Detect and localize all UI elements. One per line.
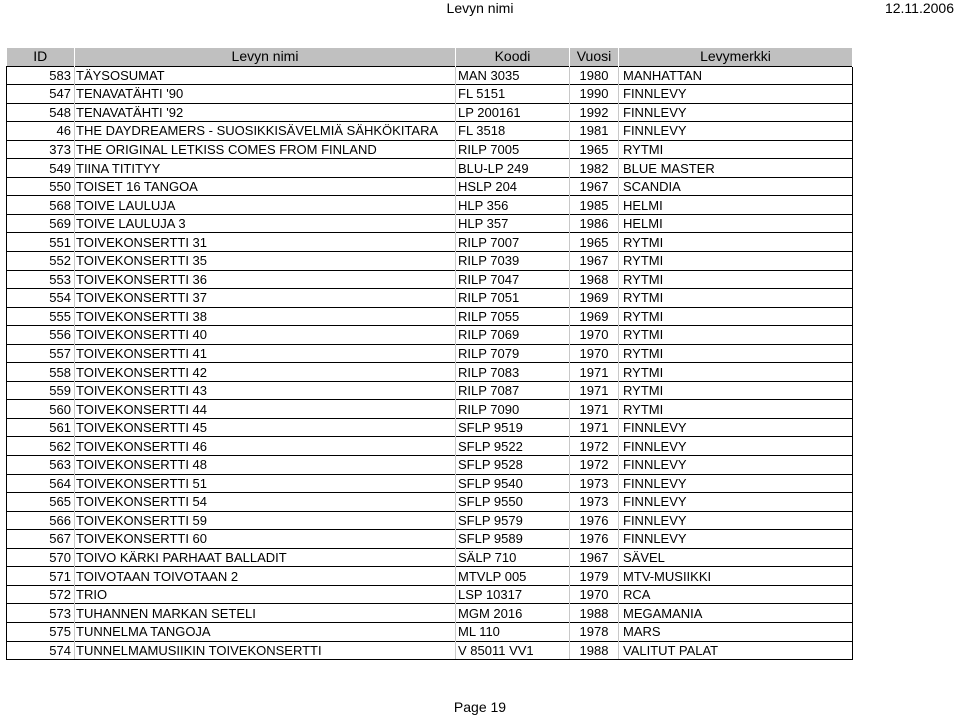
cell-year: 1982 — [570, 159, 619, 178]
cell-label: RYTMI — [619, 252, 853, 271]
cell-code: MAN 3035 — [456, 66, 570, 85]
cell-id: 560 — [7, 400, 75, 419]
cell-label: FINNLEVY — [619, 511, 853, 530]
cell-id: 566 — [7, 511, 75, 530]
cell-label: FINNLEVY — [619, 493, 853, 512]
cell-year: 1972 — [570, 437, 619, 456]
cell-code: SFLP 9540 — [456, 474, 570, 493]
cell-code: MTVLP 005 — [456, 567, 570, 586]
cell-id: 563 — [7, 456, 75, 475]
cell-year: 1992 — [570, 103, 619, 122]
cell-id: 565 — [7, 493, 75, 512]
cell-label: SÄVEL — [619, 548, 853, 567]
cell-name: TUNNELMA TANGOJA — [75, 622, 456, 641]
cell-year: 1976 — [570, 530, 619, 549]
cell-code: SFLP 9519 — [456, 418, 570, 437]
cell-label: FINNLEVY — [619, 103, 853, 122]
cell-label: FINNLEVY — [619, 474, 853, 493]
cell-name: TIINA TITITYY — [75, 159, 456, 178]
cell-label: RYTMI — [619, 233, 853, 252]
cell-name: TOISET 16 TANGOA — [75, 177, 456, 196]
table-row — [7, 548, 853, 567]
cell-code: RILP 7087 — [456, 381, 570, 400]
table-row — [7, 270, 853, 289]
cell-name: TOIVEKONSERTTI 38 — [75, 307, 456, 326]
cell-name: TOIVEKONSERTTI 54 — [75, 493, 456, 512]
table-body — [7, 66, 853, 660]
cell-name: TOIVEKONSERTTI 37 — [75, 289, 456, 308]
cell-code: RILP 7039 — [456, 252, 570, 271]
cell-code: RILP 7090 — [456, 400, 570, 419]
page-title: Levyn nimi — [446, 0, 514, 16]
column-header-year: Vuosi — [570, 48, 619, 66]
table-row — [7, 326, 853, 345]
cell-year: 1979 — [570, 567, 619, 586]
cell-label: RYTMI — [619, 307, 853, 326]
cell-name: TÄYSOSUMAT — [75, 66, 456, 85]
cell-code: V 85011 VV1 — [456, 641, 570, 660]
cell-label: BLUE MASTER — [619, 159, 853, 178]
cell-year: 1971 — [570, 418, 619, 437]
cell-name: TOIVEKONSERTTI 35 — [75, 252, 456, 271]
cell-year: 1967 — [570, 548, 619, 567]
cell-code: SFLP 9550 — [456, 493, 570, 512]
cell-year: 1969 — [570, 307, 619, 326]
table-row — [7, 307, 853, 326]
cell-name: TOIVOTAAN TOIVOTAAN 2 — [75, 567, 456, 586]
cell-label: MEGAMANIA — [619, 604, 853, 623]
cell-code: FL 5151 — [456, 85, 570, 104]
column-header-id: ID — [7, 48, 75, 66]
cell-label: RYTMI — [619, 140, 853, 159]
cell-label: RYTMI — [619, 400, 853, 419]
cell-id: 574 — [7, 641, 75, 660]
cell-year: 1978 — [570, 622, 619, 641]
cell-label: RYTMI — [619, 326, 853, 345]
table-row — [7, 567, 853, 586]
table-row — [7, 493, 853, 512]
table-row — [7, 381, 853, 400]
cell-year: 1981 — [570, 122, 619, 141]
cell-code: LSP 10317 — [456, 585, 570, 604]
cell-name: TUHANNEN MARKAN SETELI — [75, 604, 456, 623]
cell-year: 1973 — [570, 474, 619, 493]
column-header-label: Levymerkki — [619, 48, 853, 66]
cell-id: 567 — [7, 530, 75, 549]
cell-id: 575 — [7, 622, 75, 641]
cell-label: SCANDIA — [619, 177, 853, 196]
cell-name: TOIVEKONSERTTI 60 — [75, 530, 456, 549]
cell-year: 1986 — [570, 214, 619, 233]
cell-code: HSLP 204 — [456, 177, 570, 196]
cell-name: TOIVEKONSERTTI 44 — [75, 400, 456, 419]
cell-name: TOIVEKONSERTTI 41 — [75, 344, 456, 363]
cell-code: SÄLP 710 — [456, 548, 570, 567]
cell-id: 46 — [7, 122, 75, 141]
cell-label: HELMI — [619, 214, 853, 233]
cell-code: RILP 7055 — [456, 307, 570, 326]
table-row — [7, 474, 853, 493]
cell-label: FINNLEVY — [619, 530, 853, 549]
cell-name: TOIVEKONSERTTI 45 — [75, 418, 456, 437]
cell-year: 1972 — [570, 456, 619, 475]
print-date: 12.11.2006 — [884, 0, 954, 16]
cell-id: 549 — [7, 159, 75, 178]
cell-name: TOIVE LAULUJA 3 — [75, 214, 456, 233]
table-row — [7, 418, 853, 437]
table-row — [7, 641, 853, 660]
cell-year: 1971 — [570, 400, 619, 419]
column-header-name: Levyn nimi — [75, 48, 456, 66]
cell-label: HELMI — [619, 196, 853, 215]
cell-year: 1976 — [570, 511, 619, 530]
cell-year: 1970 — [570, 326, 619, 345]
cell-label: MTV-MUSIIKKI — [619, 567, 853, 586]
cell-name: TOIVO KÄRKI PARHAAT BALLADIT — [75, 548, 456, 567]
cell-label: RYTMI — [619, 270, 853, 289]
cell-year: 1973 — [570, 493, 619, 512]
table-row — [7, 103, 853, 122]
table-row — [7, 604, 853, 623]
cell-code: HLP 357 — [456, 214, 570, 233]
cell-code: SFLP 9528 — [456, 456, 570, 475]
cell-label: MANHATTAN — [619, 66, 853, 85]
table-row — [7, 196, 853, 215]
cell-id: 570 — [7, 548, 75, 567]
cell-year: 1967 — [570, 252, 619, 271]
cell-code: ML 110 — [456, 622, 570, 641]
cell-year: 1971 — [570, 381, 619, 400]
cell-code: SFLP 9589 — [456, 530, 570, 549]
cell-label: FINNLEVY — [619, 456, 853, 475]
table-row — [7, 530, 853, 549]
table-row — [7, 363, 853, 382]
column-header-code: Koodi — [456, 48, 570, 66]
cell-id: 558 — [7, 363, 75, 382]
table-row — [7, 159, 853, 178]
cell-year: 1985 — [570, 196, 619, 215]
cell-code: BLU-LP 249 — [456, 159, 570, 178]
cell-year: 1969 — [570, 289, 619, 308]
table-row — [7, 140, 853, 159]
cell-name: TOIVE LAULUJA — [75, 196, 456, 215]
cell-code: RILP 7051 — [456, 289, 570, 308]
cell-year: 1970 — [570, 585, 619, 604]
table-row — [7, 511, 853, 530]
cell-year: 1970 — [570, 344, 619, 363]
cell-code: SFLP 9522 — [456, 437, 570, 456]
table-row — [7, 456, 853, 475]
cell-name: TOIVEKONSERTTI 48 — [75, 456, 456, 475]
cell-name: TOIVEKONSERTTI 36 — [75, 270, 456, 289]
cell-name: TOIVEKONSERTTI 31 — [75, 233, 456, 252]
cell-code: RILP 7083 — [456, 363, 570, 382]
table-row — [7, 85, 853, 104]
cell-id: 559 — [7, 381, 75, 400]
table-row — [7, 252, 853, 271]
cell-id: 552 — [7, 252, 75, 271]
cell-code: RILP 7047 — [456, 270, 570, 289]
cell-code: RILP 7079 — [456, 344, 570, 363]
cell-id: 571 — [7, 567, 75, 586]
cell-name: TOIVEKONSERTTI 59 — [75, 511, 456, 530]
cell-year: 1980 — [570, 66, 619, 85]
cell-label: MARS — [619, 622, 853, 641]
cell-id: 554 — [7, 289, 75, 308]
cell-label: RYTMI — [619, 381, 853, 400]
cell-name: THE ORIGINAL LETKISS COMES FROM FINLAND — [75, 140, 456, 159]
cell-id: 556 — [7, 326, 75, 345]
cell-id: 583 — [7, 66, 75, 85]
cell-name: TOIVEKONSERTTI 46 — [75, 437, 456, 456]
table-row — [7, 289, 853, 308]
cell-id: 568 — [7, 196, 75, 215]
cell-id: 373 — [7, 140, 75, 159]
cell-label: RYTMI — [619, 289, 853, 308]
cell-label: RYTMI — [619, 363, 853, 382]
cell-id: 562 — [7, 437, 75, 456]
cell-code: FL 3518 — [456, 122, 570, 141]
table-row — [7, 66, 853, 85]
cell-name: TRIO — [75, 585, 456, 604]
table-row — [7, 233, 853, 252]
cell-year: 1990 — [570, 85, 619, 104]
cell-year: 1968 — [570, 270, 619, 289]
table-row — [7, 214, 853, 233]
table-row — [7, 122, 853, 141]
cell-name: TOIVEKONSERTTI 43 — [75, 381, 456, 400]
cell-name: TENAVATÄHTI '92 — [75, 103, 456, 122]
cell-id: 547 — [7, 85, 75, 104]
page-number: Page 19 — [453, 699, 507, 715]
cell-name: TOIVEKONSERTTI 51 — [75, 474, 456, 493]
cell-id: 553 — [7, 270, 75, 289]
cell-name: TUNNELMAMUSIIKIN TOIVEKONSERTTI — [75, 641, 456, 660]
table-row — [7, 437, 853, 456]
cell-year: 1965 — [570, 140, 619, 159]
table-row — [7, 622, 853, 641]
cell-label: VALITUT PALAT — [619, 641, 853, 660]
cell-id: 548 — [7, 103, 75, 122]
table-row — [7, 177, 853, 196]
cell-code: MGM 2016 — [456, 604, 570, 623]
cell-year: 1988 — [570, 641, 619, 660]
cell-label: FINNLEVY — [619, 437, 853, 456]
cell-label: RYTMI — [619, 344, 853, 363]
cell-id: 572 — [7, 585, 75, 604]
cell-year: 1965 — [570, 233, 619, 252]
cell-code: LP 200161 — [456, 103, 570, 122]
cell-id: 555 — [7, 307, 75, 326]
cell-id: 550 — [7, 177, 75, 196]
cell-id: 564 — [7, 474, 75, 493]
cell-id: 573 — [7, 604, 75, 623]
cell-name: TOIVEKONSERTTI 42 — [75, 363, 456, 382]
cell-year: 1967 — [570, 177, 619, 196]
cell-label: RCA — [619, 585, 853, 604]
cell-year: 1988 — [570, 604, 619, 623]
table-header-row — [7, 48, 853, 66]
cell-code: RILP 7005 — [456, 140, 570, 159]
table-row — [7, 400, 853, 419]
cell-name: THE DAYDREAMERS - SUOSIKKISÄVELMIÄ SÄHKÖKITARA — [75, 122, 456, 141]
cell-year: 1971 — [570, 363, 619, 382]
table-row — [7, 344, 853, 363]
cell-id: 569 — [7, 214, 75, 233]
cell-code: RILP 7007 — [456, 233, 570, 252]
cell-name: TENAVATÄHTI '90 — [75, 85, 456, 104]
records-table — [6, 48, 853, 660]
cell-id: 551 — [7, 233, 75, 252]
cell-id: 561 — [7, 418, 75, 437]
cell-code: SFLP 9579 — [456, 511, 570, 530]
table-row — [7, 585, 853, 604]
cell-name: TOIVEKONSERTTI 40 — [75, 326, 456, 345]
cell-label: FINNLEVY — [619, 122, 853, 141]
cell-code: RILP 7069 — [456, 326, 570, 345]
cell-label: FINNLEVY — [619, 418, 853, 437]
cell-label: FINNLEVY — [619, 85, 853, 104]
cell-id: 557 — [7, 344, 75, 363]
cell-code: HLP 356 — [456, 196, 570, 215]
